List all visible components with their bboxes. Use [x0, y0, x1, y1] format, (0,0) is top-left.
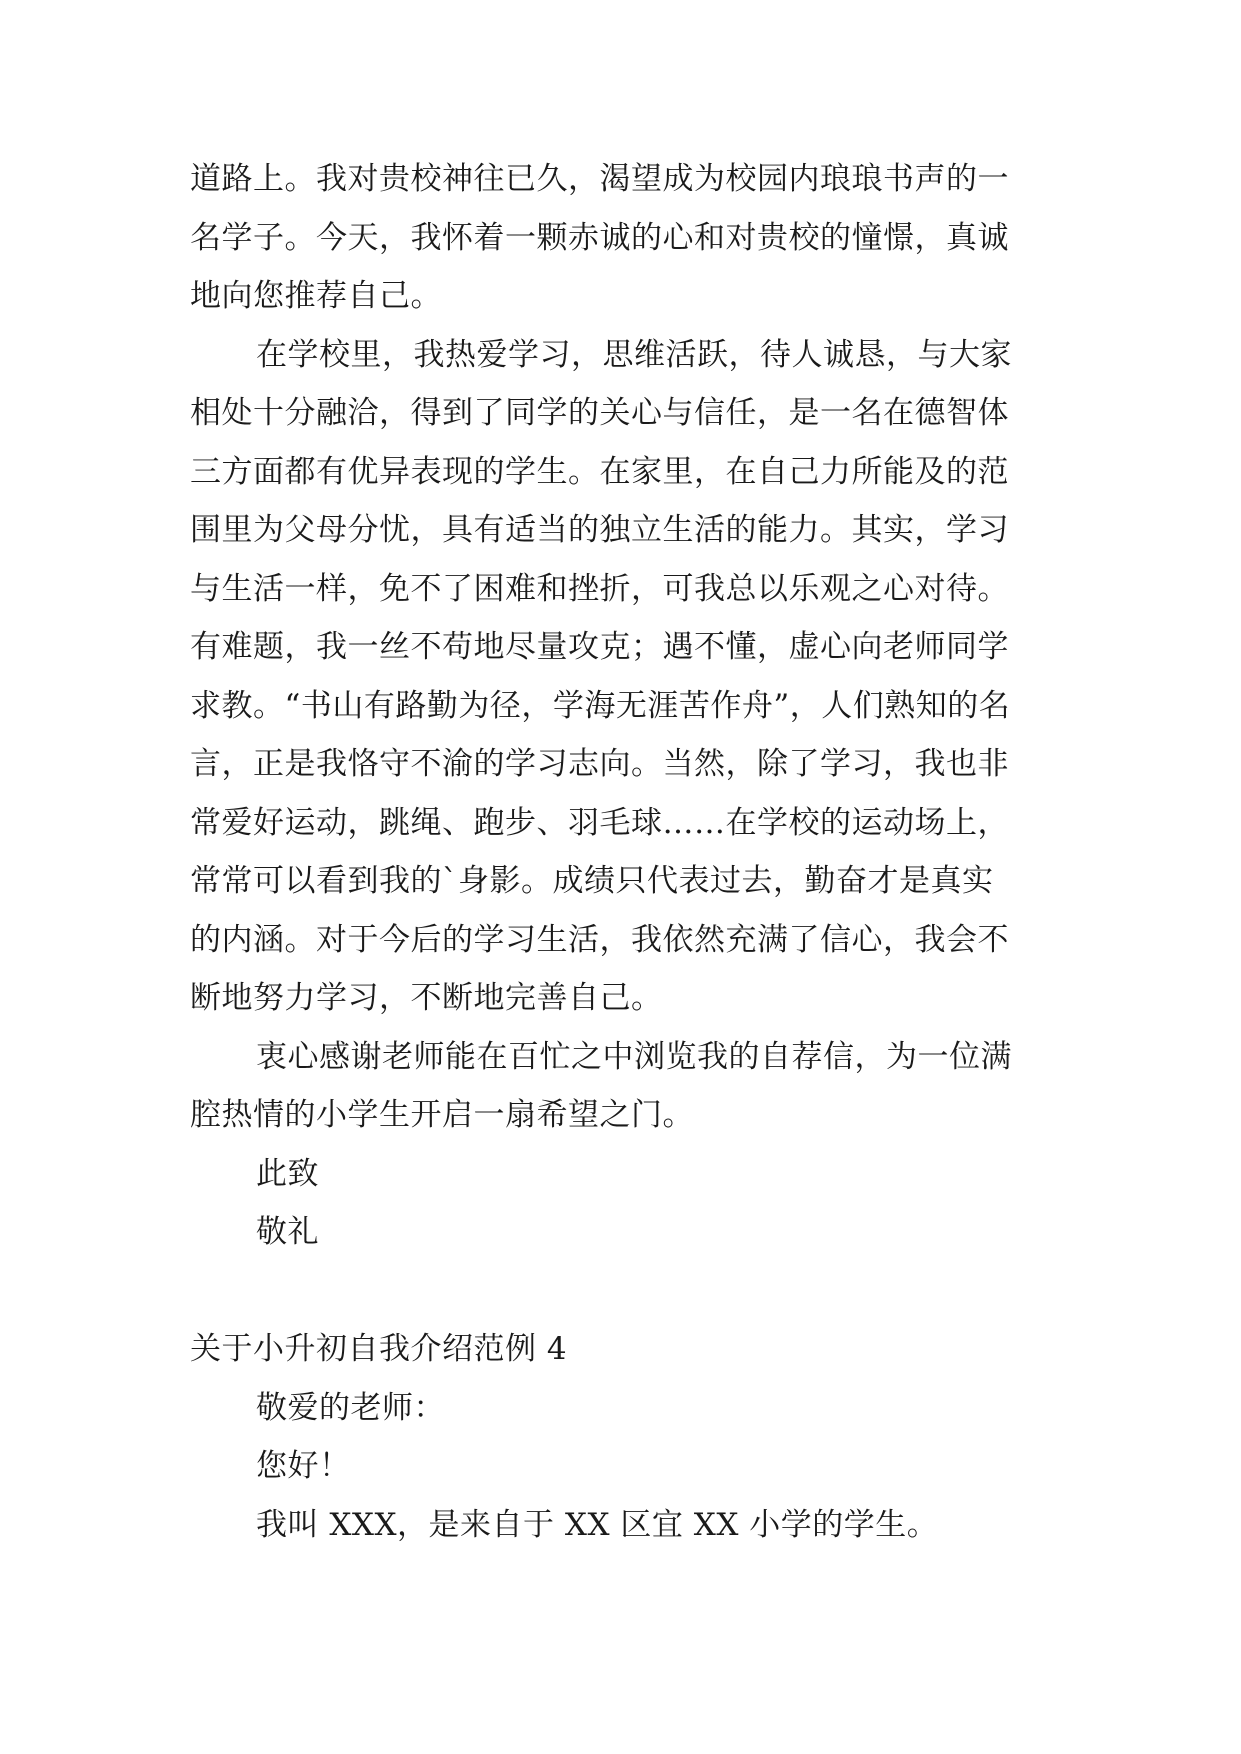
text-line: 相处十分融洽，得到了同学的关心与信任，是一名在德智体: [190, 395, 1009, 431]
text-line: 在学校里，我热爱学习，思维活跃，待人诚恳，与大家: [256, 336, 1012, 373]
letter-greeting: 您好！: [256, 1448, 351, 1484]
letter-intro: 我叫 XXX，是来自于 XX 区宜 XX 小学的学生。: [256, 1506, 939, 1543]
text-line: 三方面都有优异表现的学生。在家里，在自己力所能及的范: [190, 453, 1009, 490]
text-line: 断地努力学习，不断地完善自己。: [190, 980, 663, 1016]
text-line: 腔热情的小学生开启一扇希望之门。: [190, 1097, 694, 1133]
blank-line: [190, 1262, 1070, 1321]
text-line: 常常可以看到我的`身影。成绩只代表过去，勤奋才是真实: [190, 863, 994, 899]
text-line: 的内涵。对于今后的学习生活，我依然充满了信心，我会不: [190, 921, 1009, 958]
text-line: 名学子。今天，我怀着一颗赤诚的心和对贵校的憧憬，真诚: [190, 219, 1009, 256]
paragraph-2: [190, 326, 1070, 1028]
document-body: [190, 150, 1070, 1554]
paragraph-3: [190, 1028, 1070, 1145]
closing-salutation: 此致: [256, 1155, 319, 1192]
text-line: 常爱好运动，跳绳、跑步、羽毛球……在学校的运动场上，: [190, 804, 1009, 841]
paragraph-1: [190, 150, 1070, 326]
text-line: 道路上。我对贵校神往已久，渴望成为校园内琅琅书声的一: [190, 161, 1009, 197]
closing-regards: 敬礼: [256, 1214, 319, 1250]
text-line: 言，正是我恪守不渝的学习志向。当然，除了学习，我也非: [190, 746, 1009, 782]
text-line: 衷心感谢老师能在百忙之中浏览我的自荐信，为一位满: [256, 1038, 1012, 1075]
section-title: 关于小升初自我介绍范例 4: [190, 1331, 568, 1367]
text-line: 围里为父母分忧，具有适当的独立生活的能力。其实，学习: [190, 512, 1009, 548]
letter-salutation: 敬爱的老师：: [256, 1389, 445, 1426]
text-line: 地向您推荐自己。: [190, 278, 442, 314]
text-line: 与生活一样，免不了困难和挫折，可我总以乐观之心对待。: [190, 570, 1009, 607]
text-line: 求教。“书山有路勤为径，学海无涯苦作舟”，人们熟知的名: [190, 687, 1011, 724]
text-line: 有难题，我一丝不苟地尽量攻克；遇不懂，虚心向老师同学: [190, 629, 1009, 665]
